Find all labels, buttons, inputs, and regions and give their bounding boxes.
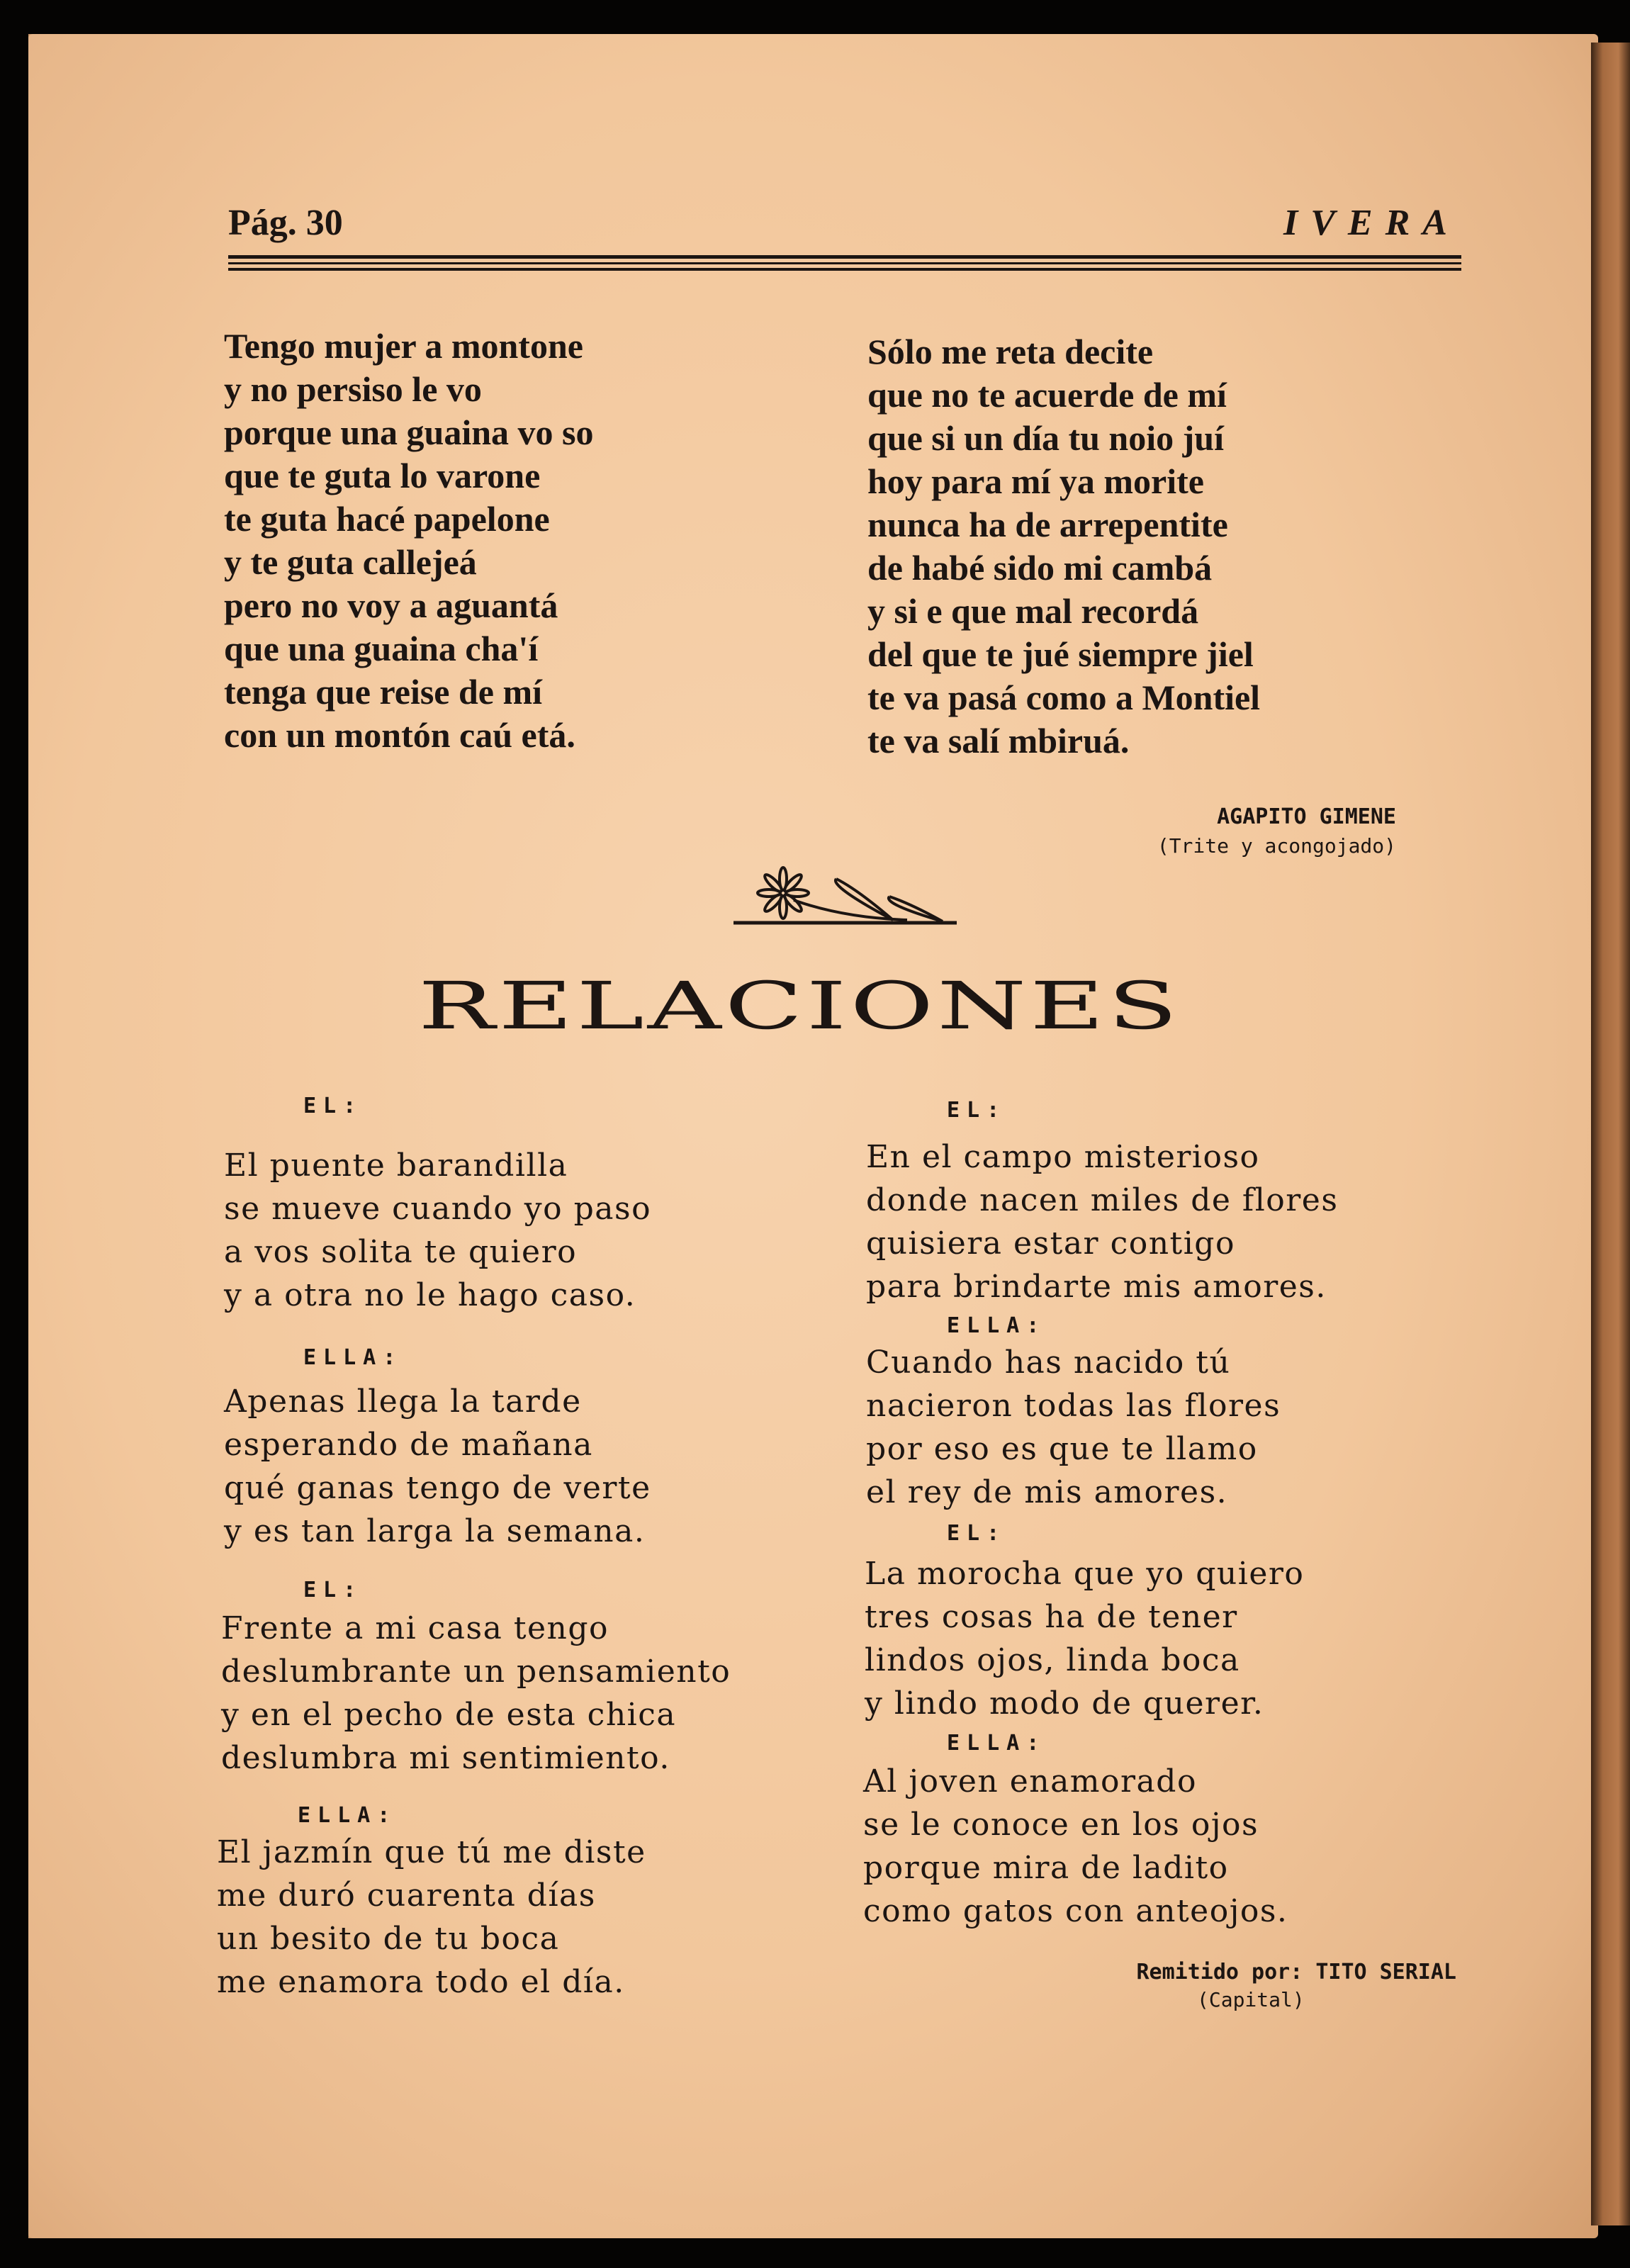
- poem-right-column: [867, 330, 1260, 763]
- poem-author: AGAPITO GIMENE: [1217, 804, 1396, 829]
- verse-line: me enamora todo el día.: [217, 1964, 625, 2000]
- stanza: [221, 1607, 731, 1780]
- verse-line: y no persiso le vo: [224, 369, 482, 409]
- stanza-speaker-label: EL:: [303, 1094, 364, 1118]
- verse-line: Al joven enamorado: [863, 1763, 1197, 1800]
- header-rule: [228, 255, 1461, 259]
- verse-line: Sólo me reta decite: [867, 332, 1154, 371]
- verse-line: Tengo mujer a montone: [224, 326, 583, 366]
- verse-line: de habé sido mi cambá: [867, 548, 1213, 588]
- stanza: [224, 1144, 651, 1317]
- verse-line: porque una guaina vo so: [224, 412, 594, 452]
- verse-line: porque mira de ladito: [863, 1850, 1229, 1886]
- stanza: [865, 1552, 1304, 1725]
- verse-line: te guta hacé papelone: [224, 499, 550, 539]
- magazine-title: IVERA: [1283, 203, 1460, 243]
- poem-left-column: [224, 325, 593, 757]
- verse-line: lindos ojos, linda boca: [865, 1642, 1240, 1678]
- stanza-speaker-label: ELLA:: [947, 1313, 1047, 1338]
- verse-line: quisiera estar contigo: [866, 1225, 1235, 1262]
- stanza-speaker-label: ELLA:: [298, 1803, 398, 1828]
- verse-line: y si e que mal recordá: [867, 591, 1199, 631]
- verse-line: nacieron todas las flores: [866, 1388, 1281, 1424]
- stanza: [224, 1380, 651, 1553]
- verse-line: se mueve cuando yo paso: [224, 1191, 652, 1227]
- page-number: Pág. 30: [228, 203, 343, 243]
- verse-line: un besito de tu boca: [217, 1921, 560, 1957]
- verse-line: En el campo misterioso: [866, 1139, 1260, 1175]
- verse-line: te va salí mbiruá.: [867, 721, 1130, 760]
- verse-line: se le conoce en los ojos: [863, 1807, 1259, 1843]
- verse-line: el rey de mis amores.: [866, 1474, 1228, 1510]
- submission-credit: Remitido por: TITO SERIAL: [1136, 1960, 1456, 1984]
- verse-line: El puente barandilla: [224, 1147, 568, 1184]
- header-rule: [228, 262, 1461, 264]
- verse-line: y lindo modo de querer.: [865, 1685, 1264, 1722]
- header-rule: [228, 268, 1461, 271]
- verse-line: que si un día tu noio juí: [867, 418, 1224, 458]
- verse-line: qué ganas tengo de verte: [224, 1470, 651, 1506]
- verse-line: El jazmín que tú me diste: [217, 1834, 646, 1870]
- verse-line: tres cosas ha de tener: [865, 1599, 1238, 1635]
- verse-line: te va pasá como a Montiel: [867, 678, 1261, 717]
- verse-line: como gatos con anteojos.: [863, 1893, 1288, 1929]
- verse-line: nunca ha de arrepentite: [867, 505, 1228, 544]
- stanza-speaker-label: ELLA:: [303, 1345, 403, 1370]
- stanza-speaker-label: ELLA:: [947, 1731, 1047, 1756]
- stanza-speaker-label: EL:: [947, 1521, 1007, 1546]
- verse-line: con un montón caú etá.: [224, 715, 575, 755]
- verse-line: Apenas llega la tarde: [224, 1383, 582, 1420]
- verse-line: y es tan larga la semana.: [224, 1513, 646, 1549]
- flower-ornament-icon: [730, 865, 957, 928]
- verse-line: por eso es que te llamo: [866, 1431, 1258, 1467]
- verse-line: pero no voy a aguantá: [224, 585, 558, 625]
- stanza: [217, 1831, 646, 2004]
- verse-line: deslumbra mi sentimiento.: [221, 1740, 670, 1776]
- section-title: RELACIONES: [418, 967, 1181, 1044]
- verse-line: que no te acuerde de mí: [867, 375, 1227, 415]
- submission-credit-note: (Capital): [1197, 1988, 1305, 2011]
- verse-line: y te guta callejeá: [224, 542, 477, 582]
- verse-line: hoy para mí ya morite: [867, 461, 1204, 501]
- verse-line: del que te jué siempre jiel: [867, 634, 1254, 674]
- verse-line: donde nacen miles de flores: [866, 1182, 1339, 1218]
- poem-author-note: (Trite y acongojado): [1157, 834, 1396, 858]
- verse-line: que una guaina cha'í: [224, 629, 539, 668]
- verse-line: y a otra no le hago caso.: [224, 1277, 636, 1313]
- next-page-edge: [1591, 43, 1630, 2225]
- stanza-speaker-label: EL:: [303, 1578, 364, 1602]
- stanza: [866, 1135, 1338, 1308]
- verse-line: Frente a mi casa tengo: [221, 1610, 609, 1646]
- verse-line: para brindarte mis amores.: [866, 1269, 1327, 1305]
- verse-line: que te guta lo varone: [224, 456, 541, 495]
- verse-line: a vos solita te quiero: [224, 1234, 578, 1270]
- verse-line: deslumbrante un pensamiento: [221, 1654, 731, 1690]
- verse-line: esperando de mañana: [224, 1427, 593, 1463]
- verse-line: y en el pecho de esta chica: [221, 1697, 677, 1733]
- stanza: [866, 1341, 1281, 1514]
- verse-line: me duró cuarenta días: [217, 1877, 596, 1914]
- verse-line: Cuando has nacido tú: [866, 1344, 1231, 1381]
- stanza-speaker-label: EL:: [947, 1098, 1007, 1123]
- verse-line: La morocha que yo quiero: [865, 1556, 1305, 1592]
- verse-line: tenga que reise de mí: [224, 672, 543, 712]
- stanza: [863, 1760, 1288, 1933]
